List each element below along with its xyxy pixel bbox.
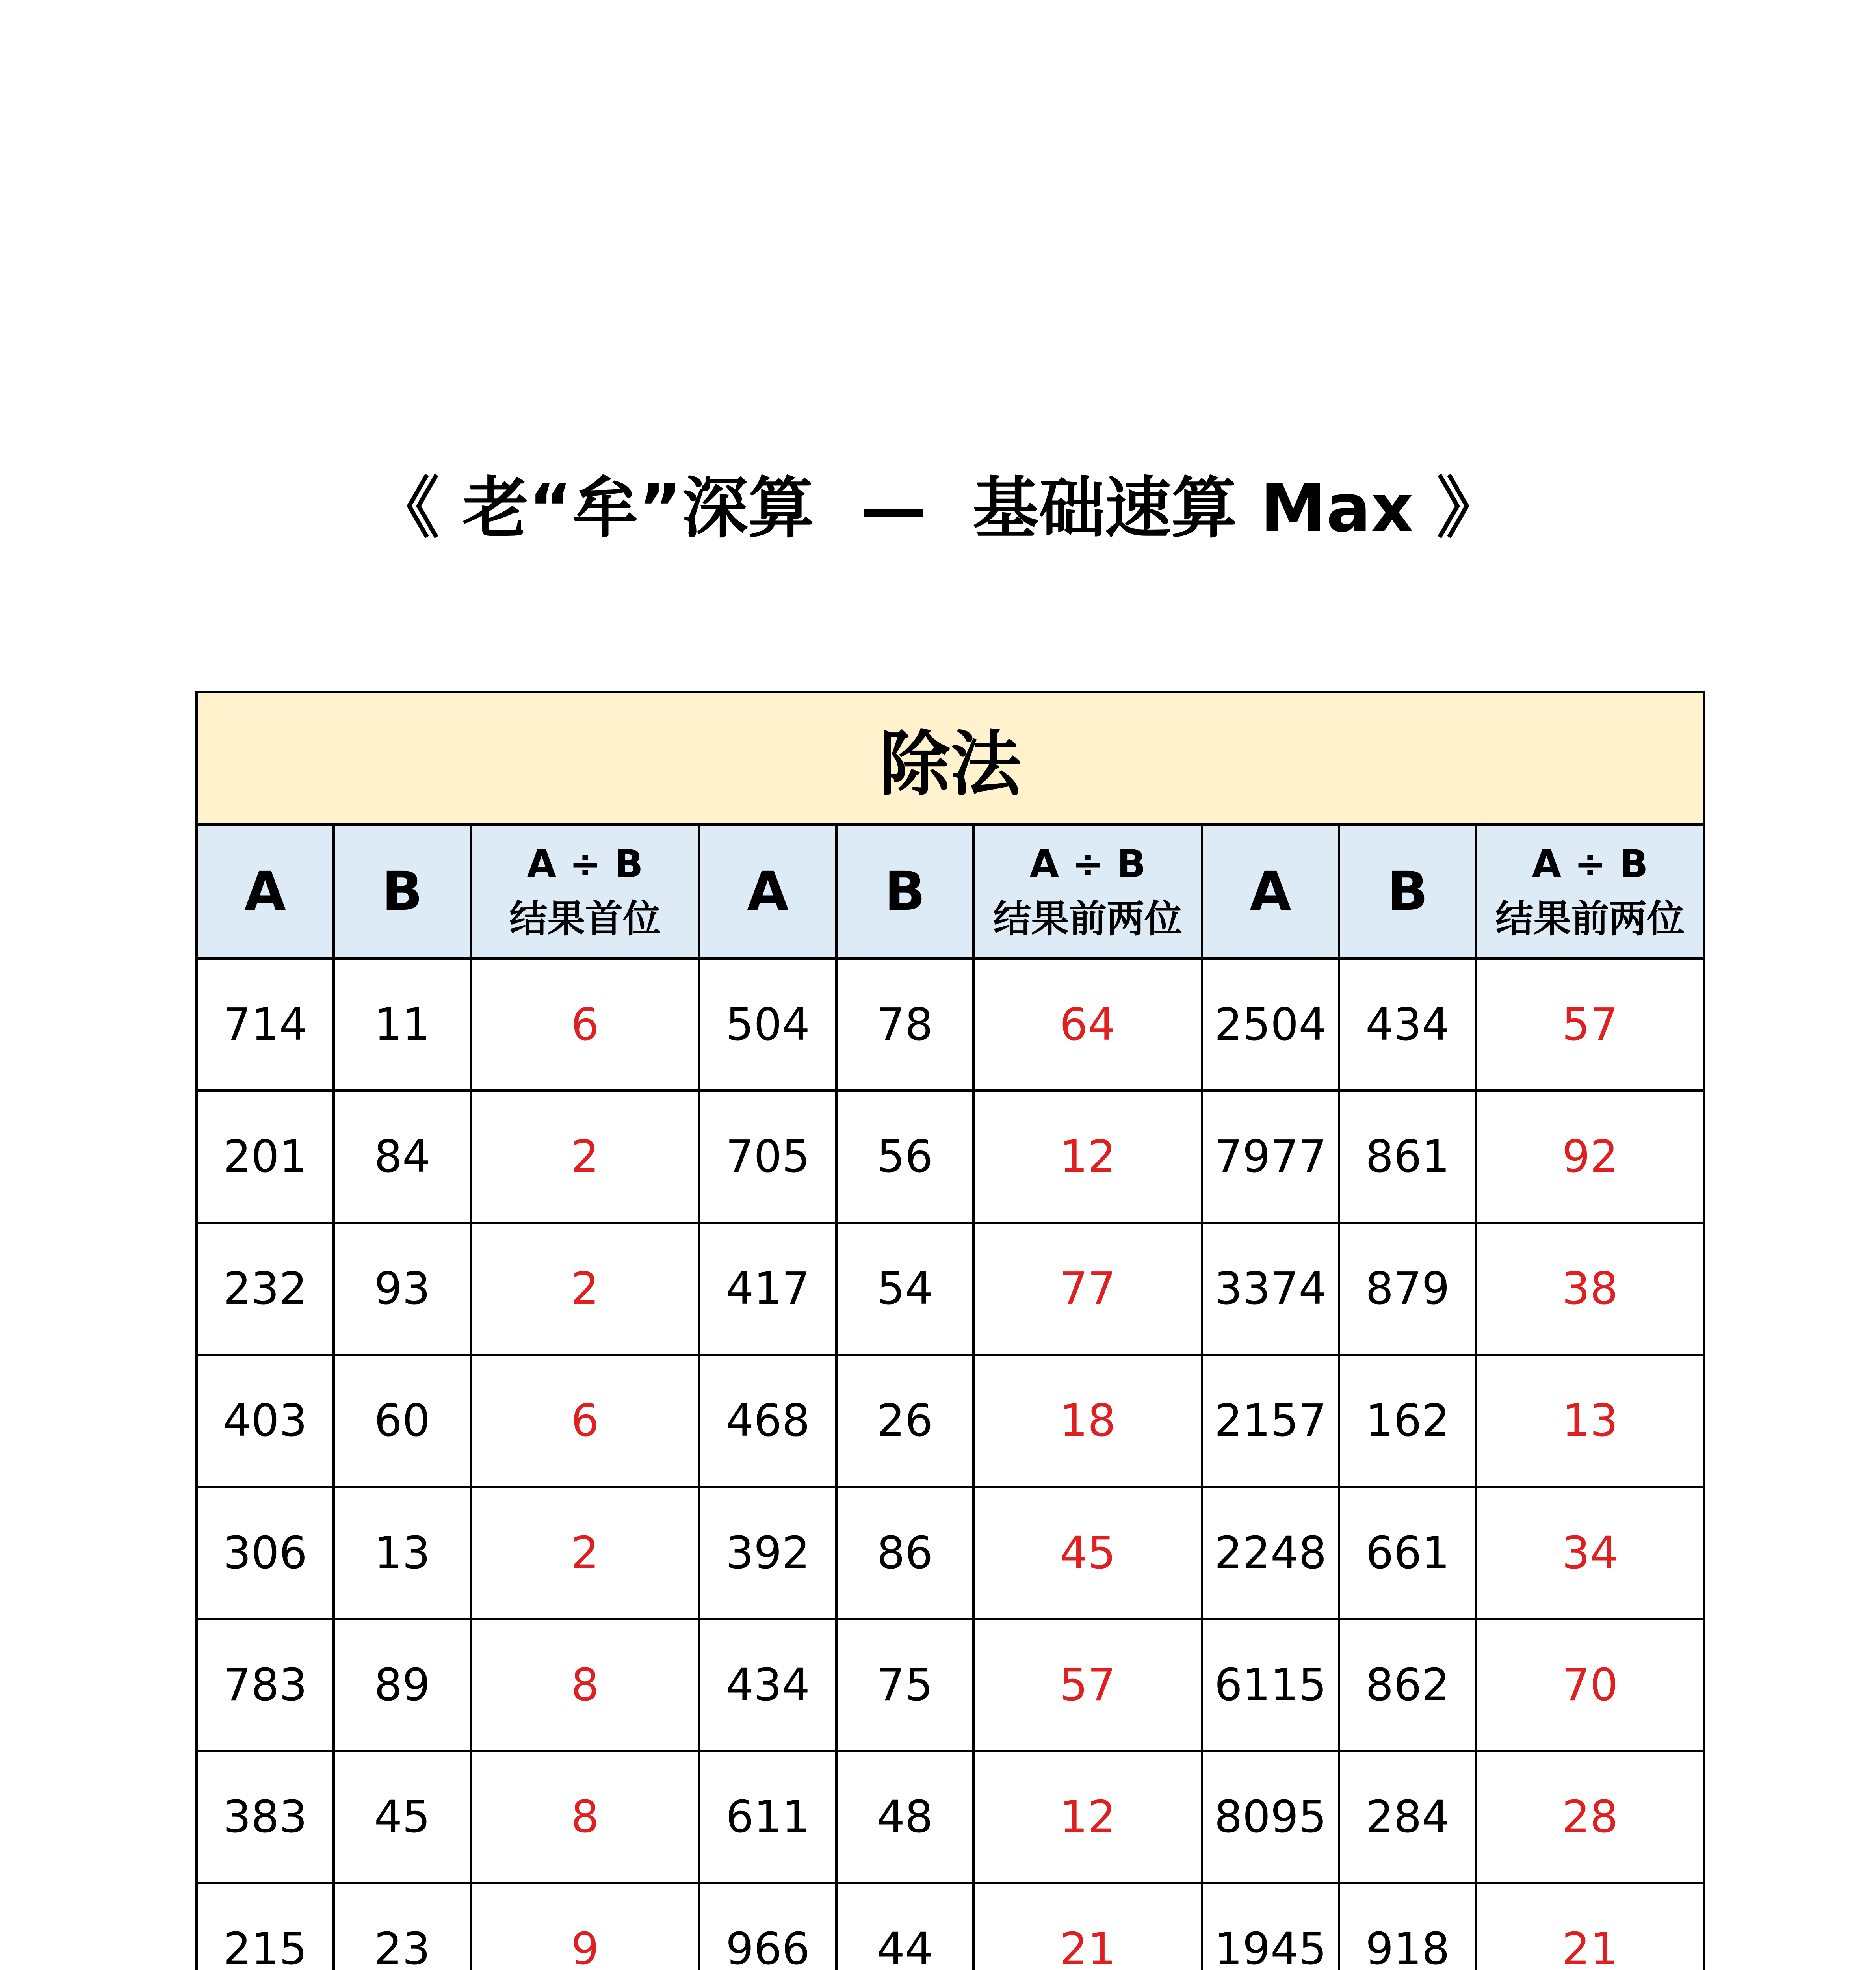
a-value-cell: 392 [699, 1487, 836, 1619]
header-operation: A ÷ B [527, 842, 643, 886]
table-body [197, 692, 1704, 1970]
b-value-cell: 78 [836, 959, 973, 1091]
a-value-cell: 783 [197, 1619, 334, 1751]
header-result-label: 结果首位 [509, 897, 661, 941]
a-value-cell: 201 [197, 1091, 334, 1223]
a-value-cell: 2157 [1202, 1355, 1339, 1487]
a-value-cell: 417 [699, 1223, 836, 1355]
answer-value-cell: 57 [1476, 959, 1704, 1091]
a-value-cell: 306 [197, 1487, 334, 1619]
header-b: B [1339, 825, 1476, 959]
header-a: A [699, 825, 836, 959]
answer-value-cell: 2 [471, 1487, 699, 1619]
table-row [197, 1619, 1704, 1751]
a-value-cell: 232 [197, 1223, 334, 1355]
a-value-cell: 215 [197, 1883, 334, 1970]
b-value-cell: 84 [334, 1091, 471, 1223]
a-value-cell: 8095 [1202, 1751, 1339, 1883]
a-value-cell: 504 [699, 959, 836, 1091]
answer-value-cell: 38 [1476, 1223, 1704, 1355]
table-row [197, 1751, 1704, 1883]
answer-value-cell: 28 [1476, 1751, 1704, 1883]
answer-value-cell: 64 [973, 959, 1202, 1091]
b-value-cell: 93 [334, 1223, 471, 1355]
b-value-cell: 162 [1339, 1355, 1476, 1487]
a-value-cell: 7977 [1202, 1091, 1339, 1223]
b-value-cell: 44 [836, 1883, 973, 1970]
table-row [197, 1091, 1704, 1223]
answer-value-cell: 21 [1476, 1883, 1704, 1970]
table-row [197, 1355, 1704, 1487]
b-value-cell: 56 [836, 1091, 973, 1223]
a-value-cell: 966 [699, 1883, 836, 1970]
answer-value-cell: 9 [471, 1883, 699, 1970]
b-value-cell: 60 [334, 1355, 471, 1487]
b-value-cell: 862 [1339, 1619, 1476, 1751]
header-a: A [1202, 825, 1339, 959]
a-value-cell: 434 [699, 1619, 836, 1751]
a-value-cell: 2248 [1202, 1487, 1339, 1619]
b-value-cell: 434 [1339, 959, 1476, 1091]
answer-value-cell: 6 [471, 959, 699, 1091]
answer-value-cell: 2 [471, 1091, 699, 1223]
b-value-cell: 918 [1339, 1883, 1476, 1970]
table-row [197, 959, 1704, 1091]
answer-value-cell: 70 [1476, 1619, 1704, 1751]
b-value-cell: 54 [836, 1223, 973, 1355]
section-banner: 除法 [197, 692, 1704, 825]
a-value-cell: 611 [699, 1751, 836, 1883]
b-value-cell: 89 [334, 1619, 471, 1751]
b-value-cell: 879 [1339, 1223, 1476, 1355]
b-value-cell: 284 [1339, 1751, 1476, 1883]
a-value-cell: 383 [197, 1751, 334, 1883]
b-value-cell: 86 [836, 1487, 973, 1619]
header-operation: A ÷ B [1029, 842, 1146, 886]
table-row [197, 1223, 1704, 1355]
answer-value-cell: 13 [1476, 1355, 1704, 1487]
b-value-cell: 23 [334, 1883, 471, 1970]
answer-value-cell: 8 [471, 1751, 699, 1883]
page-title: 《 老“牟”深算 — 基础速算 Max 》 [373, 470, 1503, 547]
header-result-label: 结果前两位 [993, 897, 1182, 941]
b-value-cell: 26 [836, 1355, 973, 1487]
header-result-label: 结果前两位 [1495, 897, 1685, 941]
answer-value-cell: 8 [471, 1619, 699, 1751]
b-value-cell: 48 [836, 1751, 973, 1883]
division-table [195, 691, 1705, 1970]
a-value-cell: 403 [197, 1355, 334, 1487]
a-value-cell: 705 [699, 1091, 836, 1223]
answer-value-cell: 12 [973, 1091, 1202, 1223]
b-value-cell: 45 [334, 1751, 471, 1883]
answer-value-cell: 92 [1476, 1091, 1704, 1223]
header-b: B [334, 825, 471, 959]
header-first-two [973, 825, 1202, 959]
a-value-cell: 468 [699, 1355, 836, 1487]
header-row [197, 825, 1704, 959]
header-b: B [836, 825, 973, 959]
b-value-cell: 75 [836, 1619, 973, 1751]
a-value-cell: 6115 [1202, 1619, 1339, 1751]
b-value-cell: 661 [1339, 1487, 1476, 1619]
a-value-cell: 3374 [1202, 1223, 1339, 1355]
a-value-cell: 1945 [1202, 1883, 1339, 1970]
answer-value-cell: 45 [973, 1487, 1202, 1619]
b-value-cell: 13 [334, 1487, 471, 1619]
table-row [197, 1883, 1704, 1970]
table-row [197, 1487, 1704, 1619]
answer-value-cell: 57 [973, 1619, 1202, 1751]
answer-value-cell: 34 [1476, 1487, 1704, 1619]
banner-row [197, 692, 1704, 825]
answer-value-cell: 77 [973, 1223, 1202, 1355]
a-value-cell: 2504 [1202, 959, 1339, 1091]
header-first-two [1476, 825, 1704, 959]
answer-value-cell: 6 [471, 1355, 699, 1487]
answer-value-cell: 2 [471, 1223, 699, 1355]
b-value-cell: 11 [334, 959, 471, 1091]
header-first-digit [471, 825, 699, 959]
answer-value-cell: 21 [973, 1883, 1202, 1970]
header-operation: A ÷ B [1532, 842, 1648, 886]
a-value-cell: 714 [197, 959, 334, 1091]
answer-value-cell: 12 [973, 1751, 1202, 1883]
answer-value-cell: 18 [973, 1355, 1202, 1487]
b-value-cell: 861 [1339, 1091, 1476, 1223]
header-a: A [197, 825, 334, 959]
